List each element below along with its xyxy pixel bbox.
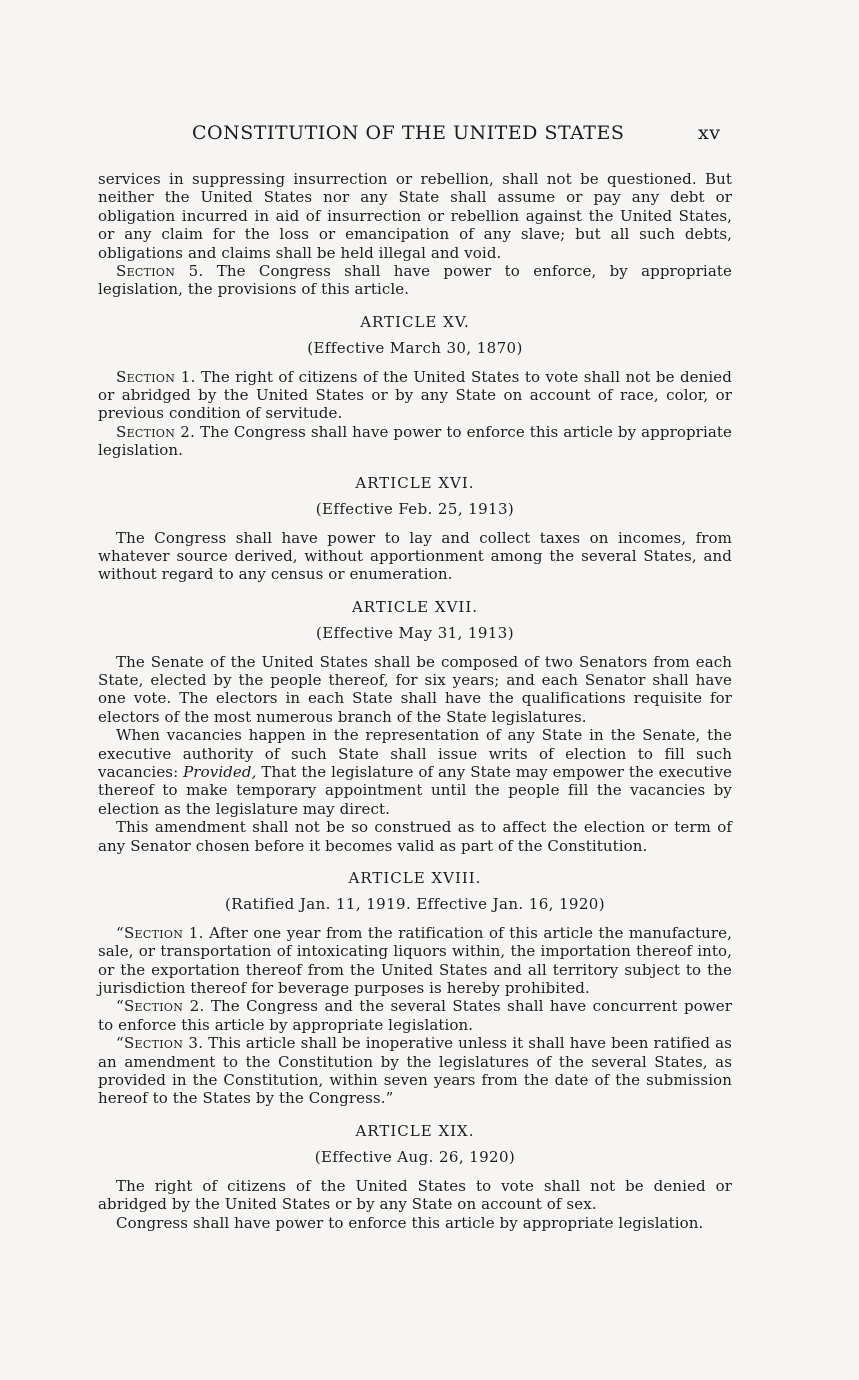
paragraph-xvi: The Congress shall have power to lay and collect taxes on incomes, from whatever source derived, without apportionment among the several States, and without regard to any census or enumeration. <box>98 528 732 584</box>
article-effective-date-xv: (Effective March 30, 1870) <box>307 339 523 358</box>
paragraph-xvii-1: The Senate of the United States shall be composed of two Senators from each State, elected by the people thereof, for six years; and each Senator shall have one vote. The electors in each State shall have the qualifications requisite for electors of the most numerous branch of the State legislatures. <box>98 652 732 726</box>
paragraph-xviii-section-3 <box>98 1034 732 1108</box>
article-heading-xix: ARTICLE XIX. <box>355 1121 475 1140</box>
paragraph-xvii-2 <box>98 726 732 818</box>
section-text: The Congress shall have power to enforce this article by appropriate legislation. <box>98 422 732 460</box>
section-text: The right of citizens of the United States to vote shall not be denied or abridged by the United States or by any State on account of race, color, or previous condition of servitude. <box>98 367 732 423</box>
article-effective-date-xvi: (Effective Feb. 25, 1913) <box>315 500 515 519</box>
section-text: This article shall be inoperative unless it shall have been ratified as an amendment to the Constitution by the legislatures of the several States, as provided in the Constitution, within seven years from the date of the submission hereof to the States by the Congress.” <box>98 1034 732 1108</box>
section-label: “Section 3. <box>116 1034 204 1053</box>
running-header <box>0 122 859 150</box>
paragraph-xix-2: Congress shall have power to enforce this article by appropriate legislation. <box>116 1213 704 1232</box>
article-effective-date-xviii: (Ratified Jan. 11, 1919. Effective Jan. 16, 1920) <box>224 895 606 914</box>
section-label: Section 2. <box>116 422 196 441</box>
text-run: That the legislature of any State may empower the executive thereof to make temporary appointment until the people fill the vacancies by election as the legislature may direct. <box>98 762 733 818</box>
article-effective-date-xix: (Effective Aug. 26, 1920) <box>314 1148 516 1167</box>
paragraph-xix-1: The right of citizens of the United States to vote shall not be denied or abridged by the United States or by any State on account of sex. <box>98 1176 732 1214</box>
article-heading-xvii: ARTICLE XVII. <box>351 597 479 616</box>
page-number: xv <box>698 122 721 144</box>
paragraph-section-5 <box>98 262 732 299</box>
section-text: The Congress shall have power to enforce, by appropriate legislation, the provisions of this article. <box>98 262 732 299</box>
section-text: After one year from the ratification of this article the manufacture, sale, or transportation of intoxicating liquors within, the importation thereof into, or the exportation thereof from the United States and all territory subject to the jurisdiction thereof for beverage purposes is hereby prohibited. <box>98 923 732 998</box>
text-run: When vacancies happen in the representation of any State in the Senate, the executive authority of such State shall issue writs of election to fill such vacancies: <box>98 726 732 781</box>
page-header-title: CONSTITUTION OF THE UNITED STATES <box>192 122 625 144</box>
section-label: “Section 2. <box>116 997 205 1016</box>
section-label: Section 5. <box>116 262 204 281</box>
section-label: “Section 1. <box>116 923 204 942</box>
paragraph-xv-section-1 <box>98 368 732 423</box>
article-effective-date-xvii: (Effective May 31, 1913) <box>316 624 514 643</box>
paragraph-xviii-section-2 <box>98 997 732 1034</box>
section-label: Section 1. <box>116 367 196 386</box>
paragraph-xvii-3: This amendment shall not be so construed as to affect the election or term of any Senator chosen before it becomes valid as part of the Constitution. <box>98 818 732 855</box>
section-text: The Congress and the several States shall have concurrent power to enforce this article by appropriate legislation. <box>98 997 732 1034</box>
paragraph-carryover: services in suppressing insurrection or rebellion, shall not be questioned. But neither the United States nor any State shall assume or pay any debt or obligation incurred in aid of insurrection or rebellion against the United States, or any claim for the loss or emancipation of any slave; but all such debts, obligations and claims shall be held illegal and void. <box>98 170 732 262</box>
article-heading-xv: ARTICLE XV. <box>360 312 470 331</box>
article-heading-xvi: ARTICLE XVI. <box>355 473 475 492</box>
paragraph-xv-section-2 <box>98 423 732 460</box>
italic-text: Provided, <box>183 762 257 781</box>
paragraph-xviii-section-1 <box>98 924 732 998</box>
article-heading-xviii: ARTICLE XVIII. <box>348 869 482 887</box>
page-body <box>98 170 732 1232</box>
